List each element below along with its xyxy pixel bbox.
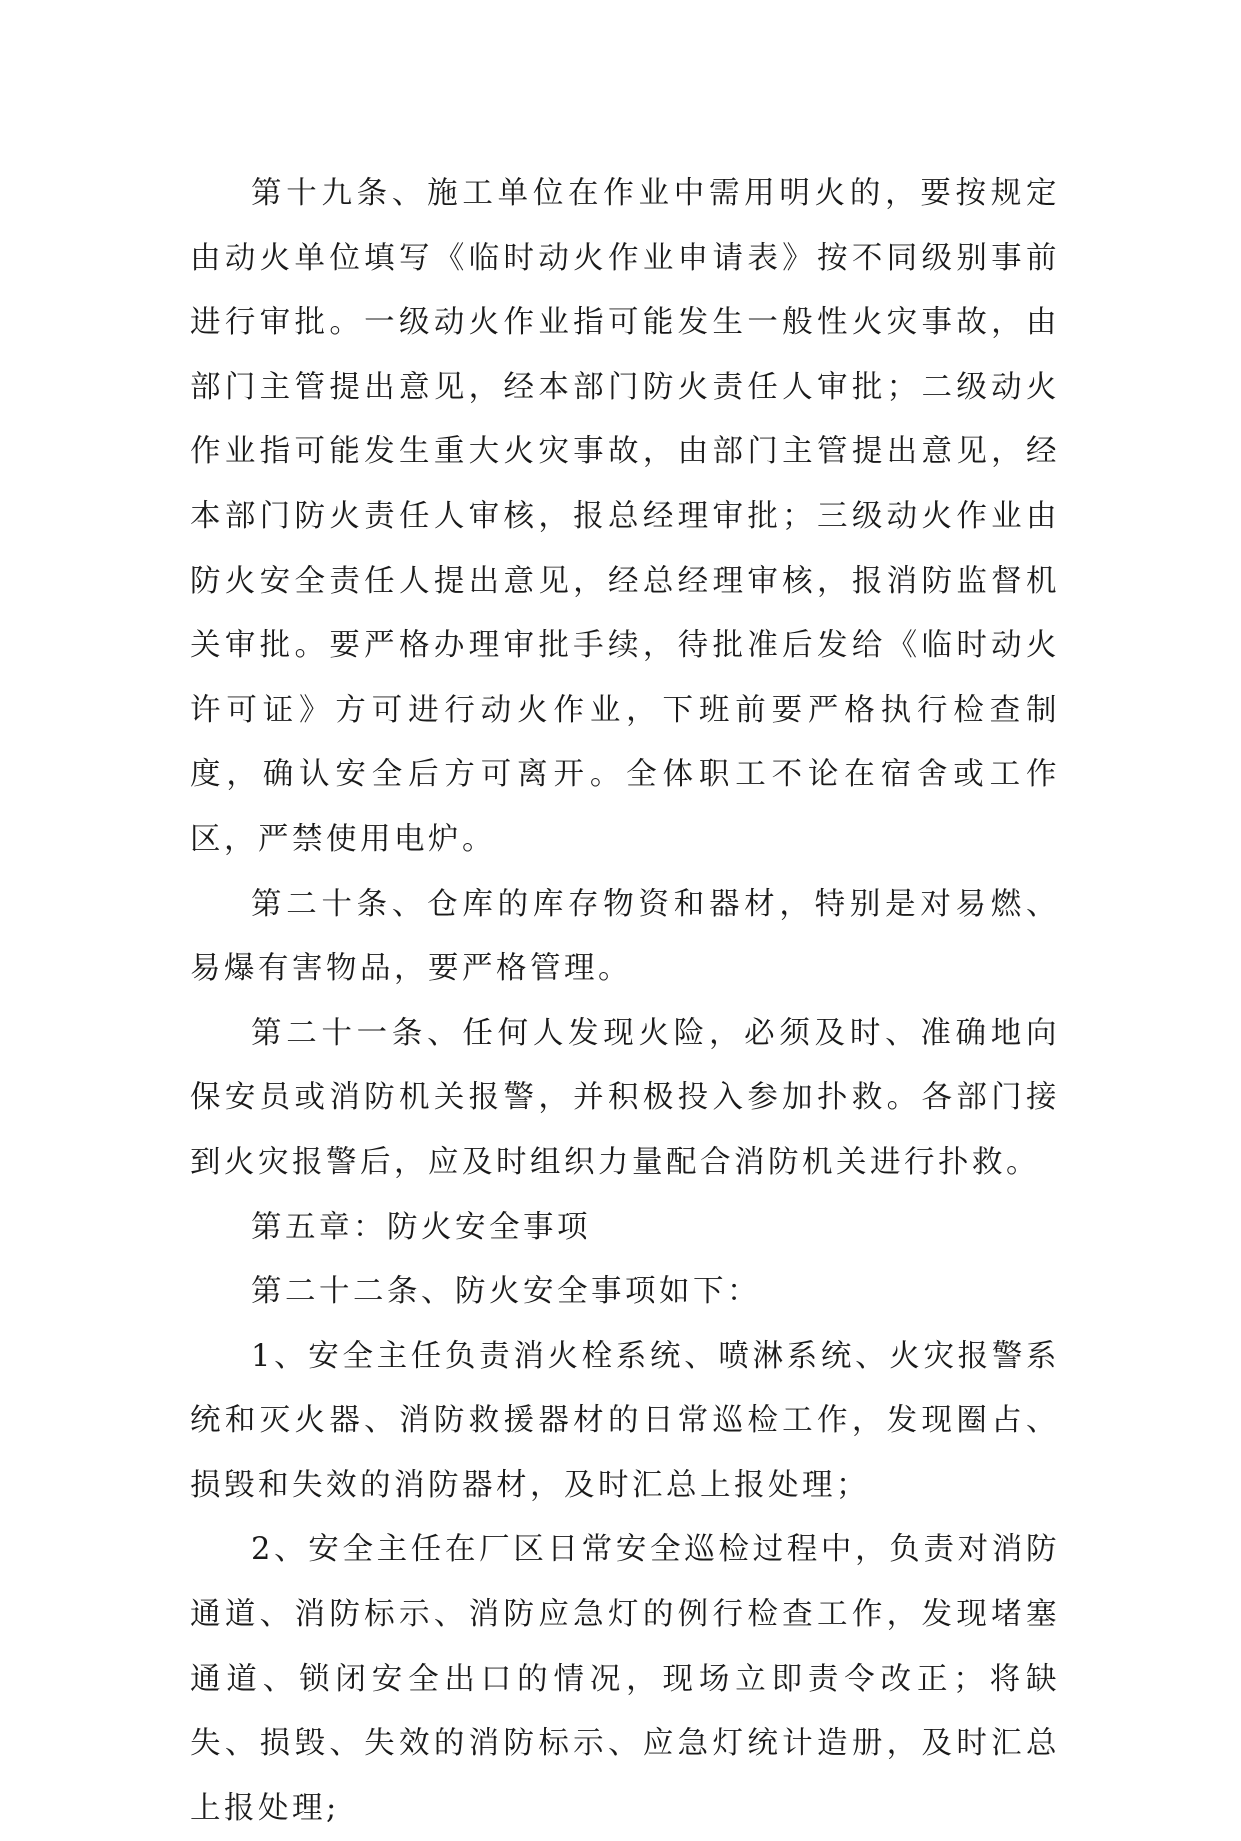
item-2-paragraph: 2、安全主任在厂区日常安全巡检过程中，负责对消防通道、消防标示、消防应急灯的例行检查工作，发现堵塞通道、锁闭安全出口的情况，现场立即责令改正；将缺失、损毁、失效的消防标示、应急灯统计造册，及时汇总上报处理; xyxy=(190,1532,1060,1826)
item-1-paragraph: 1、安全主任负责消火栓系统、喷淋系统、火灾报警系统和灭火器、消防救援器材的日常巡检工作，发现圈占、损毁和失效的消防器材，及时汇总上报处理； xyxy=(190,1338,1060,1503)
article-22-paragraph: 第二十二条、防火安全事项如下： xyxy=(251,1274,761,1310)
article-19-paragraph: 第十九条、施工单位在作业中需用明火的，要按规定由动火单位填写《临时动火作业申请表》按不同级别事前进行审批。一级动火作业指可能发生一般性火灾事故，由部门主管提出意见，经本部门防火责任人审批；二级动火作业指可能发生重大火灾事故，由部门主管提出意见，经本部门防火责任人审核，报总经理审批；三级动火作业由防火安全责任人提出意见，经总经理审核，报消防监督机关审批。要严格办理审批手续，待批准后发给《临时动火许可证》方可进行动火作业，下班前要严格执行检查制度，确认安全后方可离开。全体职工不论在宿舍或工作区，严禁使用电炉。 xyxy=(190,176,1060,857)
article-21-paragraph: 第二十一条、任何人发现火险，必须及时、准确地向保安员或消防机关报警，并积极投入参加扑救。各部门接到火灾报警后，应及时组织力量配合消防机关进行扑救。 xyxy=(190,1015,1060,1180)
article-20-paragraph: 第二十条、仓库的库存物资和器材，特别是对易燃、易爆有害物品，要严格管理。 xyxy=(190,886,1060,987)
document-body xyxy=(190,162,1060,1841)
chapter-5-heading: 第五章：防火安全事项 xyxy=(251,1209,591,1245)
